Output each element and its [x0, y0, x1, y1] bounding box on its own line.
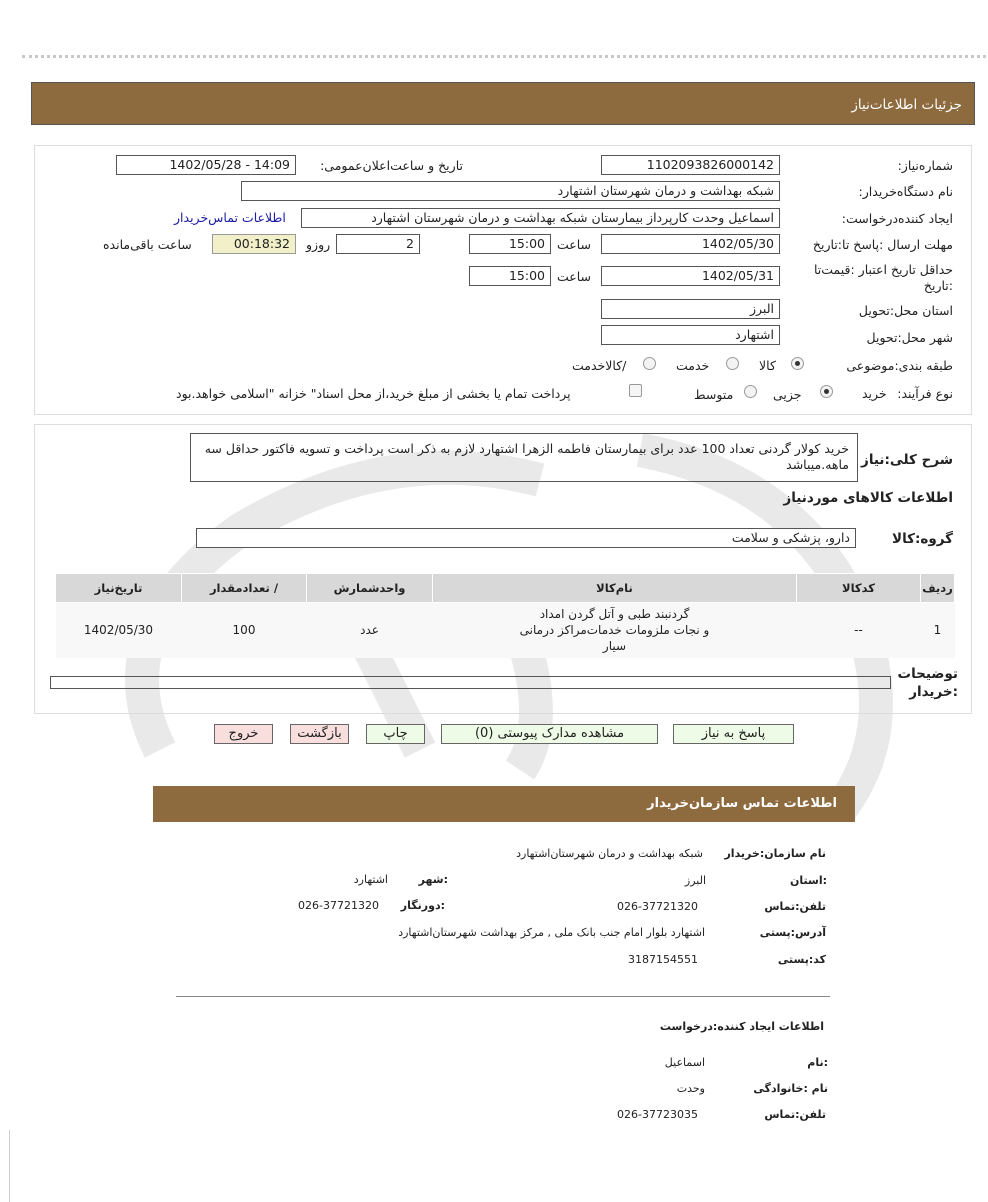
days-label: روزو: [306, 237, 331, 252]
col-header-date: تاریخ‌نیاز: [56, 574, 182, 603]
remaining-label: ساعت باقی‌مانده: [103, 237, 192, 252]
goods-group-label: گروه:کالا: [892, 531, 953, 547]
contact-address-value: اشتهارد بلوار امام جنب بانک ملی , مرکز بهداشت شهرستان‌اشتهارد: [398, 926, 705, 939]
announce-field: 1402/05/28 - 14:09: [116, 155, 296, 175]
province-field: البرز: [601, 299, 780, 319]
print-button[interactable]: چاپ: [366, 724, 425, 744]
page-title: جزئیات اطلاعات‌نیاز: [851, 97, 962, 113]
contact-fax-label: :دورنگار: [400, 899, 445, 912]
process-option-minor: جزیی: [773, 387, 802, 402]
days-field: 2: [336, 234, 420, 254]
cell-date: 1402/05/30: [56, 603, 182, 658]
contact-org-value: شبکه بهداشت و درمان شهرستان‌اشتهارد: [516, 847, 703, 860]
creator-info-heading: اطلاعات ایجاد کننده:درخواست: [659, 1020, 824, 1033]
deadline-time-field: 15:00: [469, 234, 551, 254]
creator-field: اسماعیل وحدت کارپرداز بیمارستان شبکه بهداشت و درمان شهرستان اشتهارد: [301, 208, 780, 228]
cell-qty: 100: [182, 603, 307, 658]
city-label: شهر محل:تحویل: [866, 330, 953, 345]
province-label: استان محل:تحویل: [858, 303, 953, 318]
col-header-row: ردیف: [921, 574, 955, 603]
validity-time-label: ساعت: [557, 269, 592, 284]
category-radio-goods-service[interactable]: [643, 357, 656, 370]
cell-name-line-3: سیار: [602, 639, 627, 654]
contact-header-bar: [153, 786, 855, 822]
exit-button[interactable]: خروج: [214, 724, 273, 744]
cell-row: 1: [921, 603, 955, 658]
attachments-button[interactable]: مشاهده مدارک پیوستی (0): [441, 724, 658, 744]
goods-group-field: دارو، پزشکی و سلامت: [196, 528, 856, 548]
category-radio-goods[interactable]: [791, 357, 804, 370]
process-radio-minor[interactable]: [820, 385, 833, 398]
category-radio-service[interactable]: [726, 357, 739, 370]
validity-date-field: 1402/05/31: [601, 266, 780, 286]
top-divider: [22, 55, 986, 58]
process-option-medium: متوسط: [694, 387, 734, 402]
col-header-code: کدکالا: [797, 574, 921, 603]
goods-table: [55, 573, 955, 658]
category-label: طبقه بندی:موضوعی: [846, 358, 953, 373]
contact-postal-label: کد:پستی: [777, 953, 826, 966]
creator-label: ایجاد کننده‌درخواست:: [841, 211, 953, 226]
creator-family-value: وحدت: [676, 1082, 705, 1095]
process-radio-medium[interactable]: [744, 385, 757, 398]
col-header-unit: واحدشمارش: [307, 574, 433, 603]
need-number-label: شماره‌نیاز:: [897, 158, 953, 173]
buyer-org-label: نام دستگاه‌خریدار:: [858, 184, 953, 199]
buyer-org-field: شبکه بهداشت و درمان شهرستان اشتهارد: [241, 181, 780, 201]
treasury-payment-note: پرداخت تمام یا بخشی از مبلغ خرید،از محل اسناد" خزانه "اسلامی خواهد.بود: [176, 386, 571, 401]
left-edge-line: [9, 1130, 10, 1202]
validity-label-2: :تاریخ: [923, 278, 953, 293]
cell-name-line-2: و نجات ملزومات خدمات‌مراکز درمانی: [519, 623, 710, 638]
page-header-bar: [31, 82, 975, 125]
need-number-field: 1102093826000142: [601, 155, 780, 175]
buyer-notes-field: [50, 676, 891, 689]
creator-phone-label: تلفن:تماس: [764, 1108, 826, 1121]
goods-info-heading: اطلاعات کالاهای موردنیاز: [783, 490, 953, 506]
creator-phone-value: 026-37723035: [617, 1108, 698, 1121]
cell-unit: عدد: [307, 603, 433, 658]
contact-address-label: آدرس:پستی: [759, 926, 826, 939]
contact-province-label: :استان: [790, 874, 827, 887]
category-option-goods-service: /کالاخدمت: [572, 358, 627, 373]
treasury-payment-checkbox[interactable]: [629, 384, 642, 397]
back-button[interactable]: بازگشت: [290, 724, 349, 744]
contact-phone-value: 026-37721320: [617, 900, 698, 913]
buyer-notes-label-1: توضیحات: [897, 666, 958, 682]
validity-time-field: 15:00: [469, 266, 551, 286]
description-label: شرح کلی:نیاز: [861, 452, 953, 468]
creator-name-label: :نام: [807, 1056, 828, 1069]
deadline-date-field: 1402/05/30: [601, 234, 780, 254]
cell-code: --: [797, 603, 921, 658]
process-buy-label: خرید: [862, 386, 887, 401]
process-label: نوع فرآیند:: [897, 386, 953, 401]
col-header-name: نام‌کالا: [433, 574, 797, 603]
contact-fax-value: 026-37721320: [298, 899, 379, 912]
contact-phone-label: تلفن:تماس: [764, 900, 826, 913]
creator-family-label: نام :خانوادگی: [753, 1082, 828, 1095]
contact-postal-value: 3187154551: [628, 953, 698, 966]
cell-name-line-1: گردنبند طبی و آتل گردن امداد: [539, 607, 690, 622]
category-option-service: خدمت: [676, 358, 710, 373]
contact-org-label: نام سازمان:خریدار: [724, 847, 826, 860]
table-row: [56, 603, 955, 658]
cell-name: [433, 603, 797, 658]
creator-name-value: اسماعیل: [664, 1056, 705, 1069]
contact-header-title: اطلاعات تماس سازمان‌خریدار: [647, 796, 837, 811]
description-text: خرید کولار گردنی تعداد 100 عدد برای بیمارستان فاطمه الزهرا اشتهارد لازم به ذکر است پرداخت و تسویه فاکتور حداقل سه ماهه.میباشد: [190, 433, 858, 482]
buyer-notes-label-2: :خریدار: [909, 684, 958, 700]
deadline-time-label: ساعت: [557, 237, 592, 252]
contact-divider: [176, 996, 830, 997]
col-header-qty: / تعدادمقدار: [182, 574, 307, 603]
contact-city-value: اشتهارد: [353, 873, 388, 886]
contact-province-value: البرز: [684, 874, 706, 887]
validity-label-1: حداقل تاریخ اعتبار :قیمت‌تا: [813, 262, 953, 277]
remaining-time-field: 00:18:32: [212, 234, 296, 254]
city-field: اشتهارد: [601, 325, 780, 345]
contact-city-label: :شهر: [418, 873, 448, 886]
deadline-label: مهلت ارسال :پاسخ تا:تاریخ: [812, 237, 953, 252]
announce-label: تاریخ و ساعت‌اعلان‌عمومی:: [320, 158, 463, 173]
buyer-contact-link[interactable]: اطلاعات تماس‌خریدار: [174, 210, 286, 225]
category-option-goods: کالا: [759, 358, 776, 373]
answer-button[interactable]: پاسخ به نیاز: [673, 724, 794, 744]
